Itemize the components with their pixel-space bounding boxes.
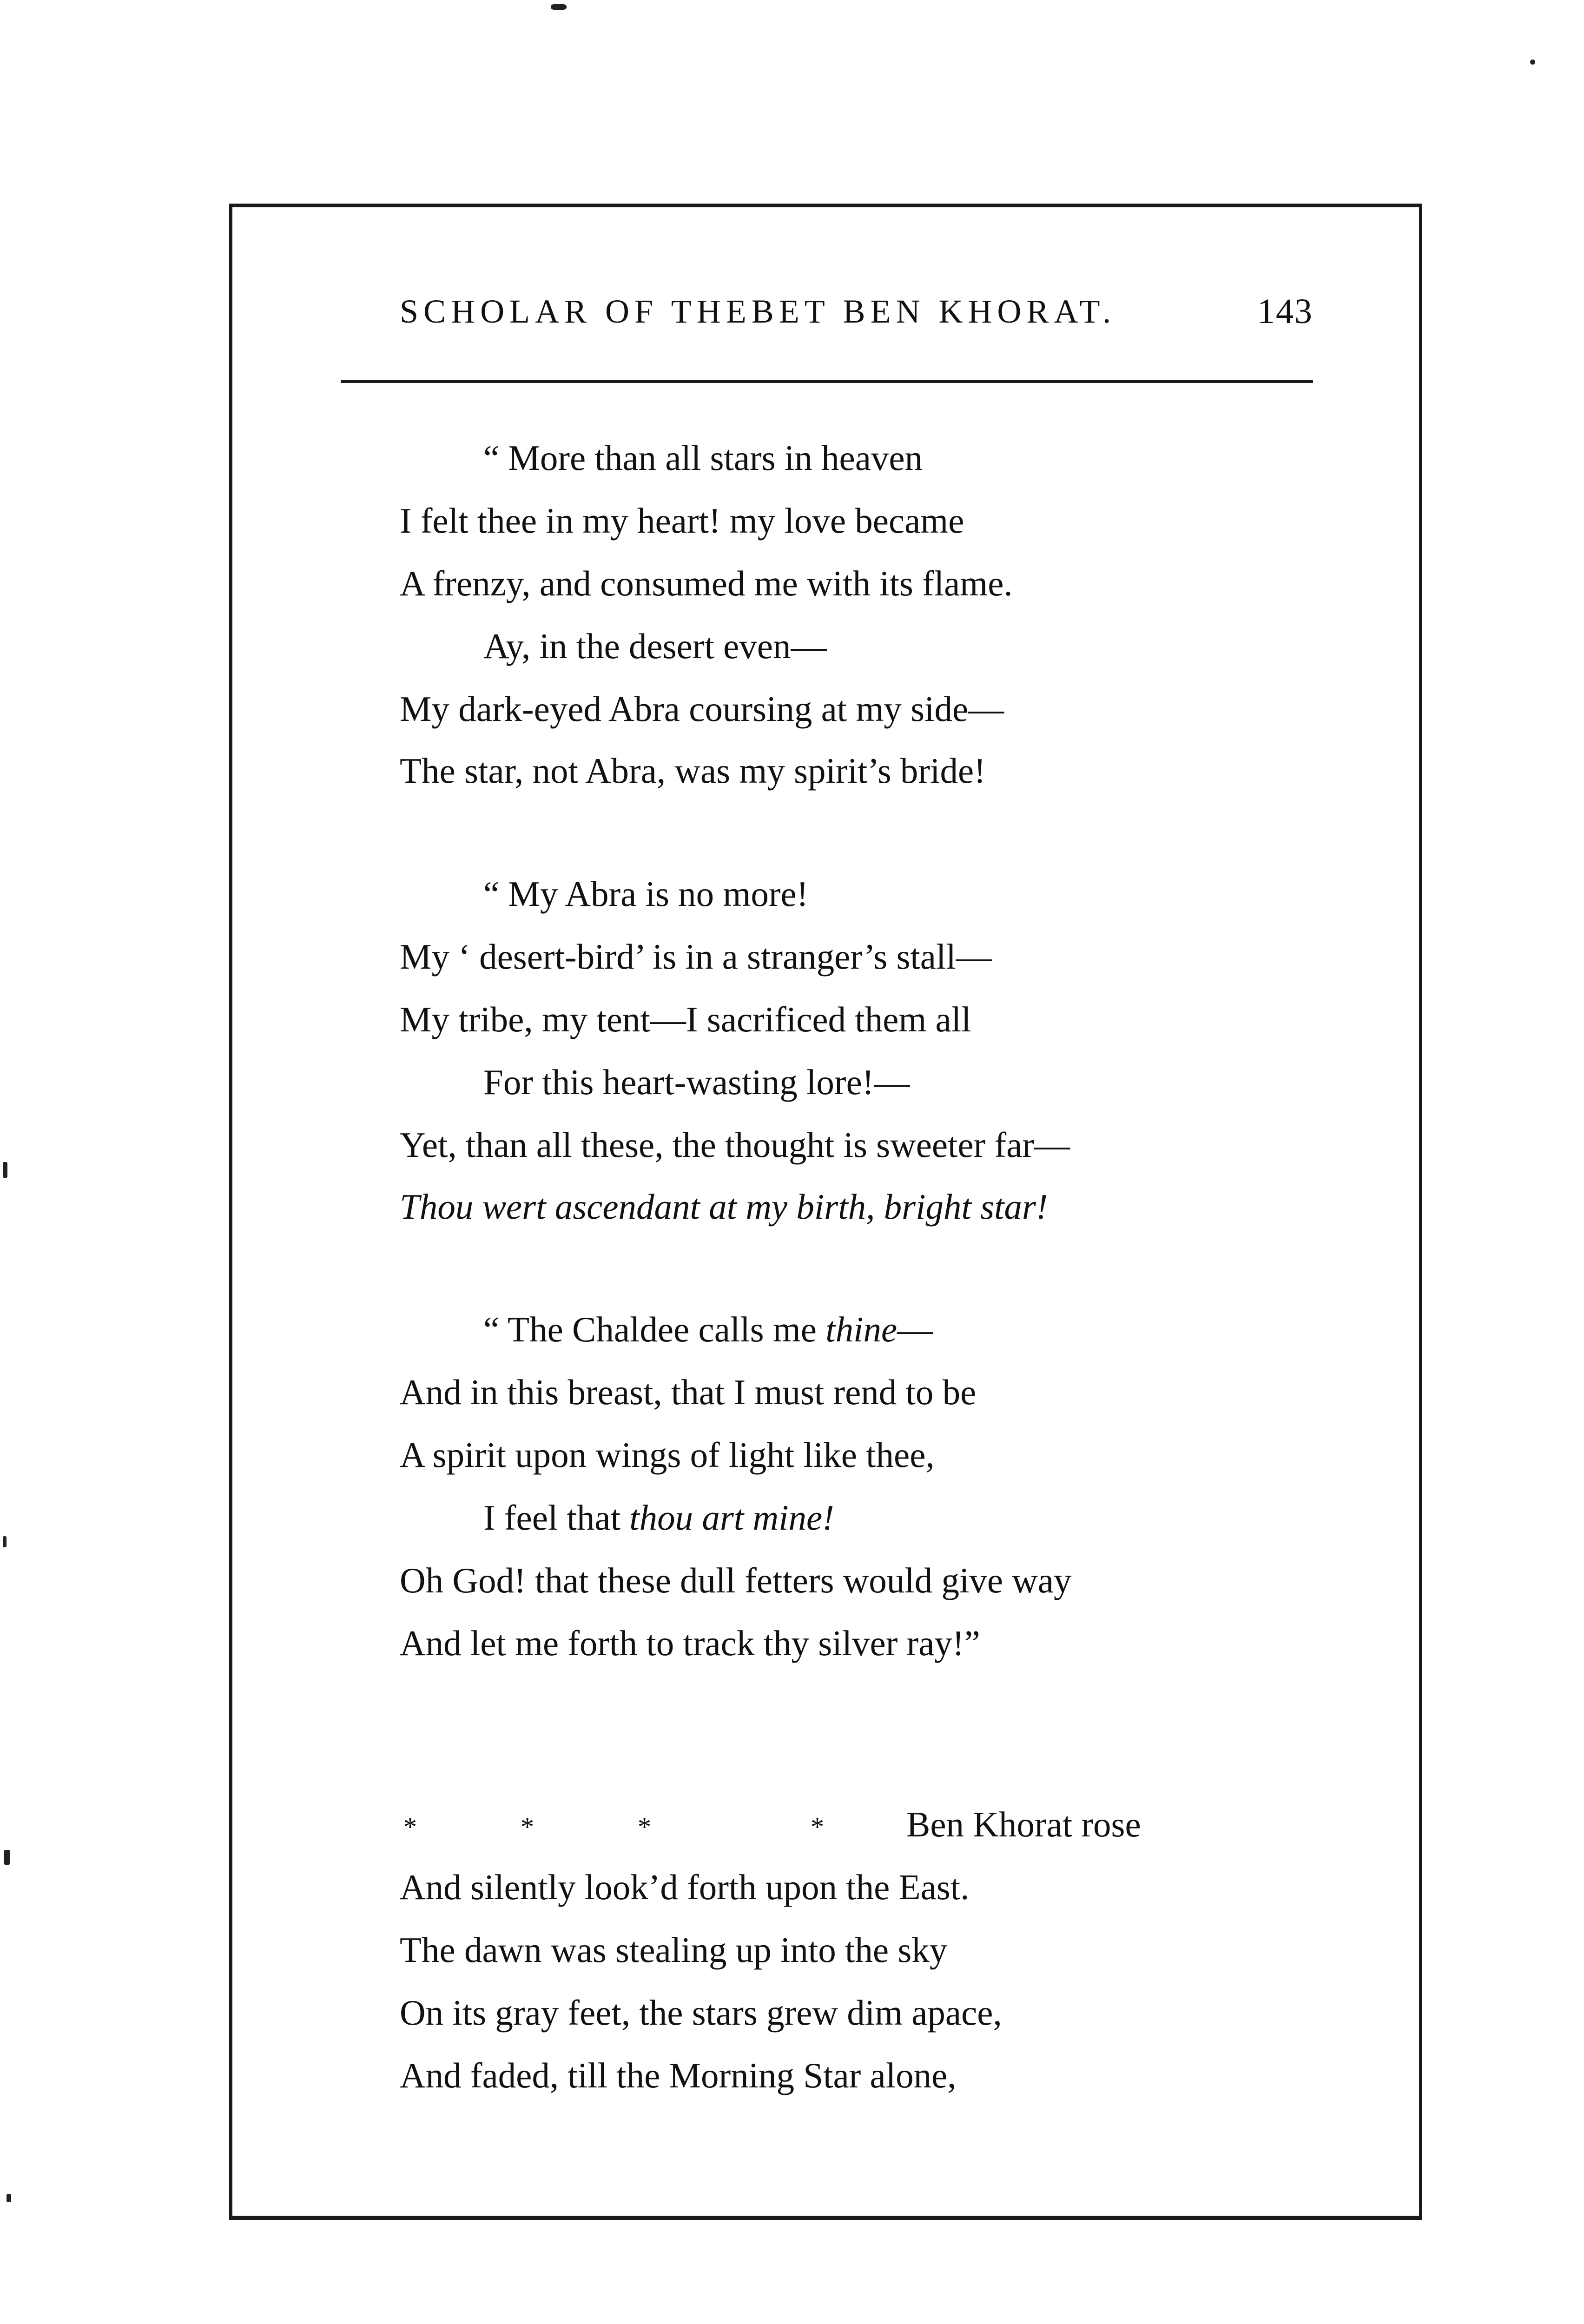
- verse-line: And let me forth to track thy silver ray!”: [400, 1623, 980, 1663]
- header-rule: [341, 380, 1313, 383]
- asterisk: *: [638, 1812, 651, 1842]
- verse-line: A spirit upon wings of light like thee,: [400, 1435, 935, 1475]
- verse-line-italic: Thou wert ascendant at my birth, bright star!: [400, 1187, 1048, 1227]
- scan-speck: [551, 4, 567, 10]
- running-head-title: SCHOLAR OF THEBET BEN KHORAT.: [400, 293, 1116, 330]
- verse-emphasis: thou art mine!: [629, 1498, 834, 1538]
- asterisk: *: [521, 1812, 534, 1842]
- asterisk: *: [811, 1812, 824, 1842]
- scan-speck: [7, 2194, 11, 2202]
- verse-line: The dawn was stealing up into the sky: [400, 1930, 948, 1970]
- verse-line: And faded, till the Morning Star alone,: [400, 2055, 957, 2095]
- scan-speck: [3, 1162, 7, 1178]
- verse-line: My tribe, my tent—I sacrificed them all: [400, 999, 971, 1039]
- verse-line: I felt thee in my heart! my love became: [400, 501, 964, 541]
- verse-text: —: [897, 1309, 933, 1349]
- scan-speck: [3, 1536, 7, 1547]
- verse-line: A frenzy, and consumed me with its flame.: [400, 563, 1013, 603]
- verse-line: The star, not Abra, was my spirit’s bride!: [400, 751, 986, 791]
- verse-line: On its gray feet, the stars grew dim apace,: [400, 1993, 1002, 2033]
- narrative-first-line: Ben Khorat rose: [906, 1804, 1141, 1844]
- verse-line: Ay, in the desert even—: [483, 626, 827, 666]
- scan-speck: [4, 1850, 10, 1865]
- verse-line: [483, 1306, 933, 1353]
- running-head: [400, 286, 1313, 337]
- asterism-line: [400, 1801, 1171, 1848]
- verse-text: I feel that: [483, 1498, 630, 1538]
- verse-line: Oh God! that these dull fetters would give way: [400, 1560, 1072, 1600]
- verse-line: My dark-eyed Abra coursing at my side—: [400, 689, 1004, 729]
- asterisk: *: [403, 1812, 417, 1842]
- page-number: 143: [1257, 292, 1313, 331]
- verse-line: For this heart-wasting lore!—: [483, 1062, 910, 1102]
- verse-line: “ More than all stars in heaven: [483, 438, 923, 478]
- verse-line: My ‘ desert-bird’ is in a stranger’s stall—: [400, 937, 992, 977]
- verse-line: Yet, than all these, the thought is sweeter far—: [400, 1125, 1070, 1165]
- verse-line: And silently look’d forth upon the East.: [400, 1867, 970, 1907]
- verse-line: “ My Abra is no more!: [483, 874, 809, 914]
- verse-text: “ The Chaldee calls me: [483, 1309, 826, 1349]
- verse-line: And in this breast, that I must rend to be: [400, 1372, 977, 1412]
- verse-emphasis: thine: [825, 1309, 898, 1349]
- verse-line: [483, 1494, 834, 1541]
- scan-speck: [1530, 59, 1535, 65]
